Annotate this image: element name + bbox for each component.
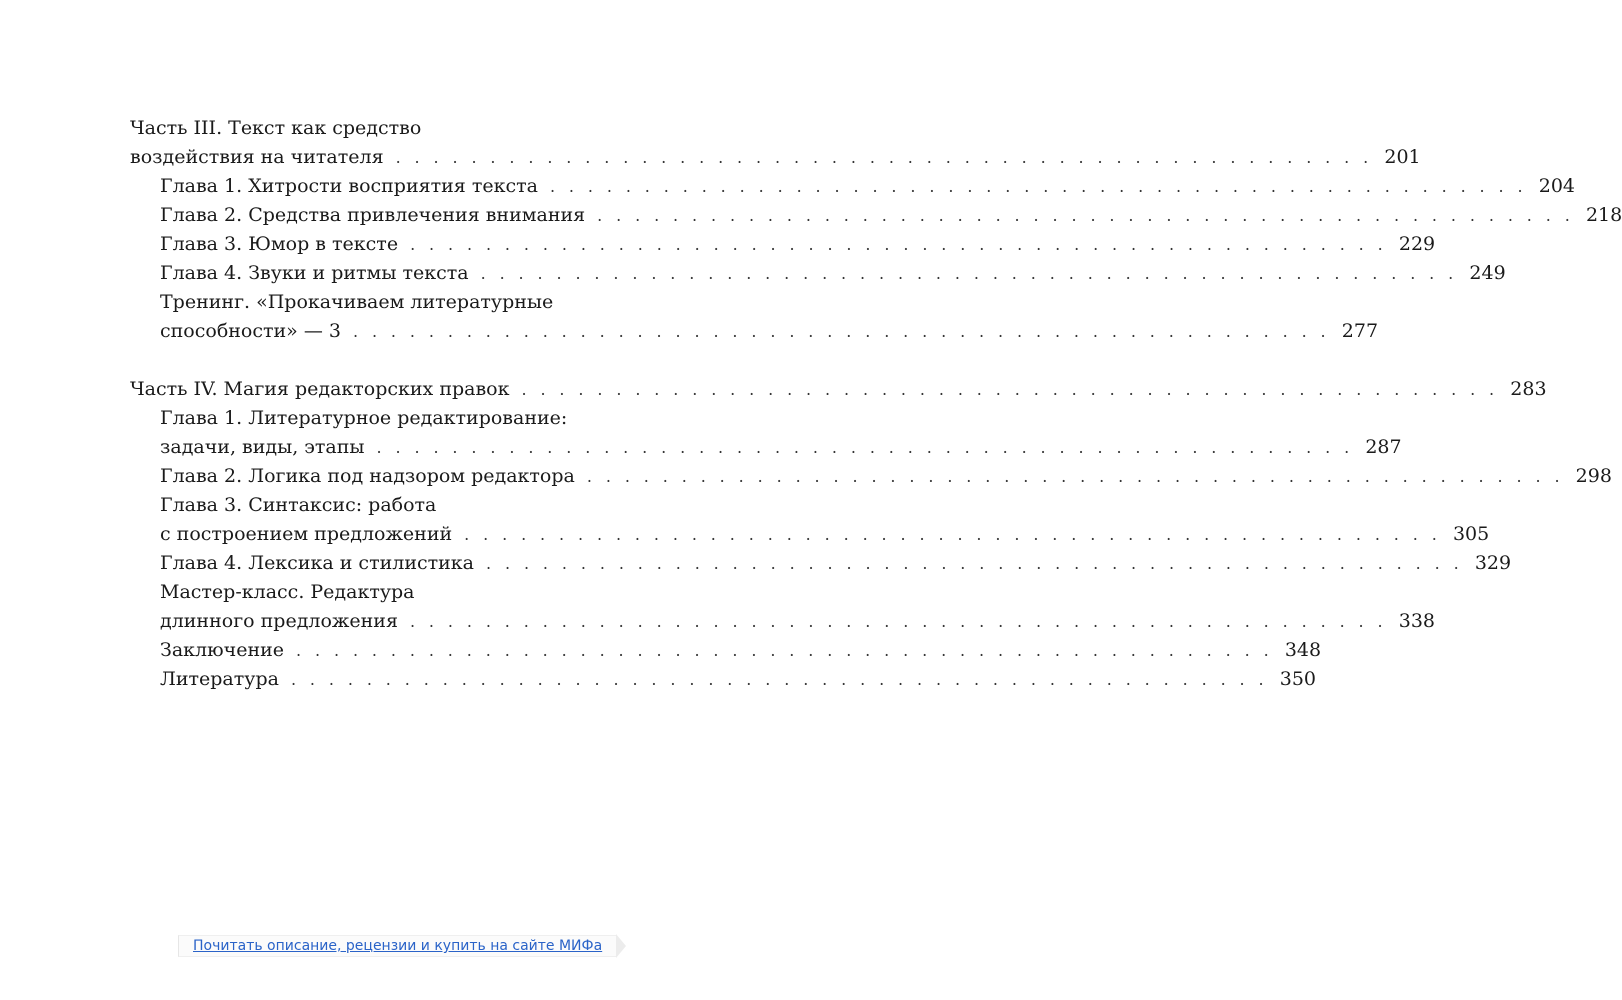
toc-entry[interactable] [130,607,1436,636]
toc-entry-first-line [130,578,690,607]
dot-leader: . . . . . . . . . . . . . . . . . . . . . . . . . . . . . . . . . . . . . . . . . . . . . . . . . . . . [410,235,1388,254]
toc-entry[interactable] [130,433,1402,462]
page-number: 218 [1585,204,1622,226]
page-number: 283 [1510,378,1547,400]
dot-leader: . . . . . . . . . . . . . . . . . . . . . . . . . . . . . . . . . . . . . . . . . . . . . . . . . . . . [586,467,1564,486]
toc-entry-label: Глава 2. Средства привлечения внимания [160,204,586,226]
toc-entry-label: Глава 1. Литературное редактирование: [160,407,568,429]
page-number: 348 [1284,639,1322,661]
footer-link-container [178,934,618,958]
arrow-right-icon [616,934,626,958]
toc-entry-label: Глава 3. Синтаксис: работа [160,494,437,516]
toc-part-4 [130,375,1612,694]
toc-entry-label: с построением предложений [160,523,453,545]
toc-entry-label: Литература [160,668,279,690]
dot-leader: . . . . . . . . . . . . . . . . . . . . . . . . . . . . . . . . . . . . . . . . . . . . . . . . . . . . [376,438,1354,457]
toc-entry[interactable] [130,201,1622,230]
page-number: 287 [1365,436,1402,458]
toc-part-3 [130,114,1622,346]
page-number: 350 [1279,668,1317,690]
toc-entry[interactable] [130,665,1317,694]
dot-leader: . . . . . . . . . . . . . . . . . . . . . . . . . . . . . . . . . . . . . . . . . . . . . . . . . . . . [480,264,1458,283]
toc-entry-first-line [130,404,690,433]
dot-leader: . . . . . . . . . . . . . . . . . . . . . . . . . . . . . . . . . . . . . . . . . . . . . . . . . . . . [352,322,1331,341]
dot-leader: . . . . . . . . . . . . . . . . . . . . . . . . . . . . . . . . . . . . . . . . . . . . . . . . . . . . [464,525,1442,544]
dot-leader: . . . . . . . . . . . . . . . . . . . . . . . . . . . . . . . . . . . . . . . . . . . . . . . . . . . . [597,206,1575,225]
toc-entry-label: Заключение [160,639,285,661]
page-number: 338 [1398,610,1436,632]
dot-leader: . . . . . . . . . . . . . . . . . . . . . . . . . . . . . . . . . . . . . . . . . . . . . . . . . . . . [521,380,1499,399]
toc-part-title-line: Часть IV. Магия редакторских правок [130,378,510,400]
dot-leader: . . . . . . . . . . . . . . . . . . . . . . . . . . . . . . . . . . . . . . . . . . . . . . . . . . . . [486,554,1464,573]
toc-entry-label: задачи, виды, этапы [160,436,365,458]
page-number: 305 [1452,523,1490,545]
dot-leader: . . . . . . . . . . . . . . . . . . . . . . . . . . . . . . . . . . . . . . . . . . . . . . . . . . . . [549,177,1527,196]
toc-entry-label: Глава 4. Звуки и ритмы текста [160,262,469,284]
toc-entry-label: Глава 1. Хитрости восприятия текста [160,175,538,197]
page-number: 329 [1474,552,1512,574]
buy-on-mif-link[interactable]: Почитать описание, рецензии и купить на сайте МИФа [178,935,616,957]
page-number: 204 [1538,175,1575,197]
toc-entry-label: Глава 3. Юмор в тексте [160,233,399,255]
page-number: 277 [1341,320,1379,342]
toc-part-title-line: воздействия на читателя [130,146,384,168]
toc-entry-label: способности» — 3 [160,320,341,342]
toc-part-title-line: Часть III. Текст как средство [130,117,422,139]
toc-entry[interactable] [130,230,1436,259]
page-number: 298 [1575,465,1612,487]
dot-leader: . . . . . . . . . . . . . . . . . . . . . . . . . . . . . . . . . . . . . . . . . . . . . . . . . . . . [395,148,1373,167]
toc-entry-label: Тренинг. «Прокачиваем литературные [160,291,554,313]
table-of-contents [130,114,1622,723]
page-number: 201 [1384,146,1421,168]
toc-entry[interactable] [130,172,1575,201]
toc-entry[interactable] [130,636,1322,665]
toc-entry[interactable] [130,143,1421,172]
toc-part-title [130,114,690,143]
toc-entry-label: Глава 4. Лексика и стилистика [160,552,475,574]
toc-entry-first-line [130,288,690,317]
toc-entry[interactable] [130,549,1512,578]
toc-entry[interactable] [130,462,1612,491]
toc-entry-label: Глава 2. Логика под надзором редактора [160,465,575,487]
dot-leader: . . . . . . . . . . . . . . . . . . . . . . . . . . . . . . . . . . . . . . . . . . . . . . . . . . . . [409,612,1388,631]
toc-entry-first-line [130,491,690,520]
dot-leader: . . . . . . . . . . . . . . . . . . . . . . . . . . . . . . . . . . . . . . . . . . . . . . . . . . . . [296,641,1274,660]
page-number: 249 [1469,262,1506,284]
page-number: 229 [1398,233,1436,255]
toc-entry[interactable] [130,520,1490,549]
toc-entry-label: Мастер-класс. Редактура [160,581,415,603]
dot-leader: . . . . . . . . . . . . . . . . . . . . . . . . . . . . . . . . . . . . . . . . . . . . . . . . . . . . [290,670,1269,689]
toc-entry[interactable] [130,375,1547,404]
toc-entry[interactable] [130,317,1379,346]
toc-entry-label: длинного предложения [160,610,398,632]
toc-entry[interactable] [130,259,1506,288]
